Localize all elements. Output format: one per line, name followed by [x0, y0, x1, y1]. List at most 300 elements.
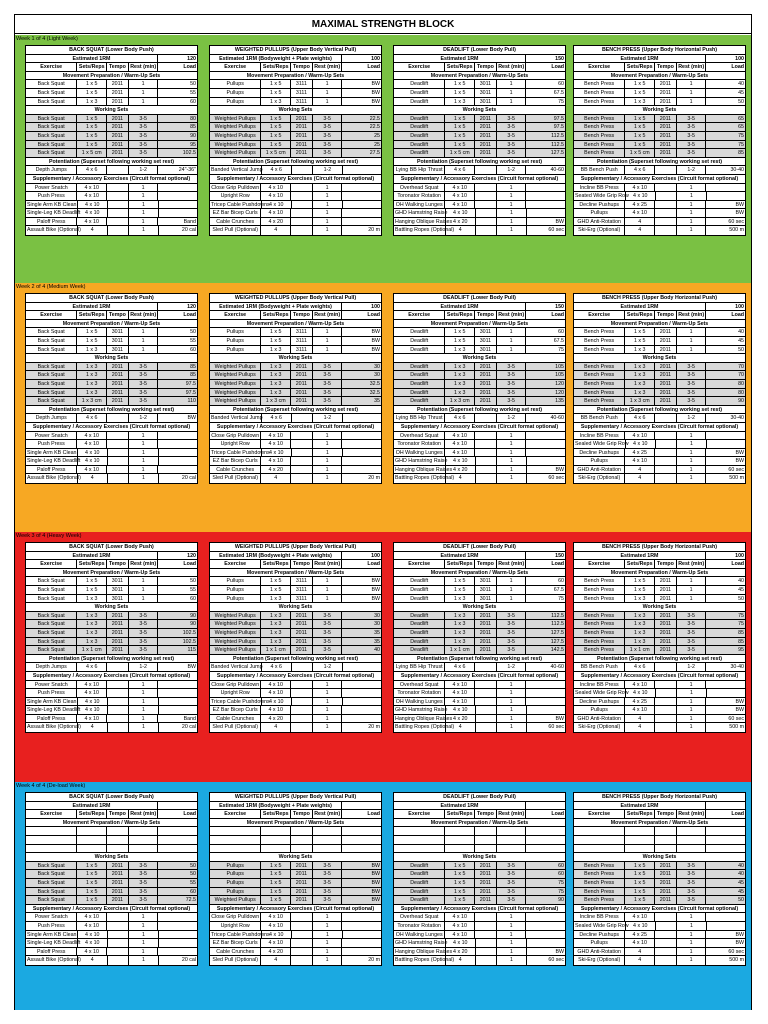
rest-cell: 1: [129, 723, 159, 732]
exercise-cell: Bench Press: [574, 132, 625, 140]
rest-cell: 3-5: [497, 870, 527, 878]
supplementary-header-label: Supplementary / Accessory Exercises (Circuit format optional): [400, 672, 559, 679]
exercise-cell: Pullups: [210, 328, 261, 336]
tempo-cell: [655, 209, 677, 217]
block-title: [574, 793, 745, 802]
supplementary-row: [26, 723, 197, 732]
load-cell: 85: [738, 638, 744, 645]
exercise-block: [25, 542, 198, 733]
supplementary-row: [210, 931, 381, 940]
tempo-cell: Tempo: [107, 560, 129, 568]
rest-cell: 1: [677, 226, 707, 235]
sets-reps-cell: 4 x 6: [625, 663, 655, 671]
sets-reps-cell: 1 x 3: [625, 595, 655, 603]
sets-reps-cell: 1 x 3: [261, 98, 291, 106]
tempo-cell: Tempo: [655, 810, 677, 818]
tempo-cell: 2011: [107, 115, 129, 123]
sets-reps-cell: 1 x 3: [445, 595, 475, 603]
tempo-cell: 2011: [291, 371, 313, 379]
tempo-cell: 2011: [655, 888, 677, 896]
sets-reps-cell: 1 x 1 cm: [445, 646, 475, 654]
tempo-cell: 3111: [291, 337, 313, 345]
rest-cell: [497, 827, 527, 835]
sets-reps-cell: Sets/Reps: [77, 810, 107, 818]
potentiation-header: [26, 655, 197, 664]
supplementary-row: [574, 956, 745, 965]
exercise-cell: Deadlift: [394, 638, 445, 646]
working-set-row: [574, 141, 745, 150]
load-cell: [343, 449, 381, 457]
working-set-row: [394, 896, 565, 905]
load-cell: 40: [738, 81, 744, 88]
estimated-1rm-row: [574, 55, 745, 64]
exercise-cell: Cable Crunches: [210, 948, 261, 956]
working-sets-header: [394, 106, 565, 115]
exercise-cell: Deadlift: [394, 337, 445, 345]
exercise-cell: Upright Row: [210, 192, 261, 200]
tempo-cell: 2011: [655, 346, 677, 354]
sets-reps-cell: 1 x 3 cm: [445, 397, 475, 405]
supplementary-row: [394, 474, 565, 483]
warmup-row: [574, 346, 745, 355]
rest-cell: 1: [677, 192, 707, 200]
exercise-cell: Bench Press: [574, 862, 625, 870]
exercise-cell: Tricep Cable Pushdowns: [211, 931, 270, 938]
exercise-cell: Back Squat: [26, 896, 77, 904]
exercise-cell: Back Squat: [26, 620, 77, 628]
load-cell: [706, 827, 745, 835]
exercise-cell: Deadlift: [394, 371, 445, 379]
exercise-cell: Back Squat: [26, 629, 77, 637]
exercise-cell: Single-Leg KB Deadlift: [27, 940, 81, 947]
exercise-cell: Back Squat: [26, 862, 77, 870]
supplementary-row: [210, 201, 381, 210]
rest-cell: 1: [129, 913, 159, 921]
sets-reps-cell: 4 x 20: [261, 715, 291, 723]
warmup-row: [574, 337, 745, 346]
exercise-cell: Overhead Squat: [394, 913, 445, 921]
exercise-cell: [394, 845, 445, 853]
load-cell: 97.5: [553, 124, 564, 131]
supplementary-row: [574, 474, 745, 483]
tempo-cell: [476, 466, 498, 474]
tempo-cell: [108, 723, 130, 732]
supplementary-header: [26, 423, 197, 432]
rest-cell: 1: [677, 939, 707, 947]
rest-cell: 1: [129, 956, 159, 965]
week-label: Week 1 of 4 (Light Week): [16, 36, 78, 42]
warmup-row: [210, 586, 381, 595]
working-set-row: [26, 123, 197, 132]
tempo-cell: [291, 184, 313, 192]
working-set-row: [394, 638, 565, 647]
sets-reps-cell: 1 x 1 cm: [77, 646, 107, 654]
tempo-cell: Tempo: [655, 560, 677, 568]
load-cell: 500 m: [729, 957, 744, 964]
supplementary-row: [26, 706, 197, 715]
load-cell: [707, 689, 745, 697]
rest-cell: 3-5: [677, 612, 707, 620]
rest-cell: Rest (min): [129, 311, 159, 319]
exercise-cell: Close Grip Pulldown: [210, 681, 261, 689]
sets-reps-cell: 4 x 10: [262, 201, 292, 209]
sets-reps-cell: 1 x 5: [261, 328, 291, 336]
block-title: [574, 543, 745, 552]
tempo-cell: [475, 931, 497, 939]
rest-cell: 3-5: [497, 115, 527, 123]
potentiation-header-label: Potentiation (Superset following working set rest): [596, 655, 723, 662]
exercise-cell: [26, 836, 77, 844]
load-cell: Load: [731, 64, 744, 71]
rest-cell: 1: [313, 226, 343, 235]
exercise-cell: Exercise: [210, 311, 261, 319]
estimated-1rm-label: Estimated 1RM (Bodyweight + Plate weights): [210, 802, 342, 810]
rest-cell: 1: [313, 723, 343, 732]
exercise-cell: Assault Bike (Optional): [27, 227, 81, 234]
exercise-cell: Pullups: [574, 939, 625, 947]
exercise-cell: Single Arm KB Clean: [27, 698, 77, 705]
load-cell: [159, 706, 197, 714]
tempo-cell: [291, 474, 313, 483]
rest-cell: 1: [129, 432, 159, 440]
rest-cell: 3-5: [129, 380, 159, 388]
sets-reps-cell: 1 x 5 cm: [625, 149, 655, 157]
load-cell: [342, 432, 381, 440]
tempo-cell: [656, 192, 678, 200]
working-set-row: [26, 363, 197, 372]
sets-reps-cell: 4 x 20: [261, 948, 291, 956]
exercise-cell: Power Snatch: [26, 432, 77, 440]
supplementary-row: [26, 209, 197, 218]
load-cell: 40: [738, 329, 744, 336]
load-cell: BW: [371, 89, 380, 96]
column-header-row: [574, 560, 745, 569]
rest-cell: 1: [129, 466, 159, 474]
block-title-label: BACK SQUAT (Lower Body Push): [69, 295, 154, 301]
working-set-row: [574, 888, 745, 897]
rest-cell: 3-5: [313, 638, 343, 646]
exercise-cell: Bench Press: [574, 879, 625, 887]
load-cell: [343, 414, 381, 422]
tempo-cell: [476, 939, 498, 947]
rest-cell: 1: [313, 715, 343, 723]
sets-reps-cell: 1 x 3: [77, 629, 107, 637]
sets-reps-cell: 4 x 20: [446, 948, 476, 956]
load-cell: [342, 466, 381, 474]
working-set-row: [394, 380, 565, 389]
warmup-row: [574, 89, 745, 98]
supplementary-header-label: Supplementary / Accessory Exercises (Circuit format optional): [400, 175, 559, 182]
tempo-cell: [656, 922, 678, 930]
exercise-cell: GHD Anti-Rotation: [574, 948, 625, 956]
working-set-row: [574, 149, 745, 158]
load-cell: 85: [738, 150, 744, 157]
tempo-cell: [655, 948, 677, 956]
tempo-cell: 2011: [655, 132, 677, 140]
sets-reps-cell: 4 x 20: [261, 218, 291, 226]
tempo-cell: [476, 209, 498, 217]
exercise-cell: Pullups: [210, 862, 261, 870]
supplementary-row: [210, 922, 381, 931]
supplementary-row: [574, 218, 745, 227]
working-set-row: [210, 389, 381, 398]
sets-reps-cell: 1 x 5: [445, 586, 475, 594]
sets-reps-cell: 1 x 5: [445, 123, 475, 131]
rest-cell: 1: [677, 80, 707, 88]
tempo-cell: 2011: [655, 80, 677, 88]
load-cell: 75: [738, 132, 744, 139]
load-cell: 45: [738, 879, 744, 886]
exercise-cell: Pullups: [210, 80, 261, 88]
tempo-cell: [107, 913, 129, 921]
sets-reps-cell: 1 x 5: [445, 888, 475, 896]
exercise-cell: Exercise: [210, 810, 261, 818]
tempo-cell: Tempo: [655, 63, 677, 71]
tempo-cell: 2011: [655, 98, 677, 106]
rest-cell: 1: [313, 466, 343, 474]
exercise-cell: Weighted Pullups: [210, 397, 261, 405]
load-cell: 75: [558, 879, 564, 886]
load-cell: 60 sec: [548, 475, 565, 482]
tempo-cell: 2011: [291, 638, 313, 646]
warmup-row: [210, 328, 381, 337]
sets-reps-cell: 1 x 5: [445, 115, 475, 123]
sets-reps-cell: 1 x 5: [261, 879, 291, 887]
exercise-cell: Battling Ropes (Optional): [395, 957, 455, 964]
exercise-cell: [210, 845, 261, 853]
tempo-cell: 3011: [107, 328, 129, 336]
warmup-row: [394, 89, 565, 98]
supplementary-row: [210, 218, 381, 227]
tempo-cell: [655, 449, 677, 457]
exercise-cell: Exercise: [574, 560, 625, 568]
tempo-cell: 3011: [475, 328, 497, 336]
exercise-cell: Deadlift: [394, 397, 445, 405]
sets-reps-cell: 1 x 3: [77, 620, 107, 628]
warmup-row: [394, 827, 565, 836]
sets-reps-cell: 1 x 5: [445, 862, 475, 870]
exercise-cell: Weighted Pullups: [210, 132, 261, 140]
load-cell: [526, 698, 565, 706]
exercise-cell: OH Walking Lunges: [394, 449, 445, 457]
sets-reps-cell: 1 x 5: [625, 337, 655, 345]
block-title-label: BENCH PRESS (Upper Body Horizontal Push): [601, 544, 718, 550]
load-cell: [343, 698, 381, 706]
warmup-row: [394, 80, 565, 89]
rest-cell: [497, 836, 527, 844]
sets-reps-cell: 1 x 5: [445, 132, 475, 140]
rest-cell: 1: [313, 698, 343, 706]
exercise-cell: Banded Vertical Jump: [211, 664, 263, 671]
rest-cell: 3-5: [497, 123, 527, 131]
potentiation-header-label: Potentiation (Superset following working set rest): [48, 158, 175, 165]
supplementary-row: [394, 192, 565, 201]
sets-reps-cell: 4: [446, 956, 476, 965]
rest-cell: 1: [313, 432, 343, 440]
load-cell: [706, 681, 745, 689]
exercise-cell: Single-Leg KB Deadlift: [27, 707, 81, 714]
tempo-cell: 3111: [291, 328, 313, 336]
warmup-header: [26, 819, 197, 828]
sets-reps-cell: Sets/Reps: [77, 311, 107, 319]
exercise-cell: Deadlift: [394, 363, 445, 371]
working-sets-header-label: Working Sets: [642, 355, 677, 362]
supplementary-header-label: Supplementary / Accessory Exercises (Circuit format optional): [580, 672, 739, 679]
sets-reps-cell: 1 x 3: [445, 98, 475, 106]
exercise-cell: Lying BB Hip Thrust: [394, 166, 445, 174]
sets-reps-cell: 1 x 5: [77, 80, 107, 88]
sets-reps-cell: 4 x 10: [446, 706, 476, 714]
load-cell: 102.5: [182, 638, 196, 645]
load-cell: 110: [187, 398, 196, 405]
exercise-cell: Exercise: [574, 810, 625, 818]
exercise-cell: Power Snatch: [26, 913, 77, 921]
sets-reps-cell: 4 x 10: [78, 449, 108, 457]
sets-reps-cell: 4: [78, 956, 108, 965]
warmup-row: [210, 827, 381, 836]
rest-cell: [129, 836, 159, 844]
rest-cell: 1: [497, 337, 527, 345]
sets-reps-cell: 1 x 5 cm: [77, 149, 107, 157]
sets-reps-cell: 1 x 3: [445, 380, 475, 388]
sets-reps-cell: 1 x 3: [625, 346, 655, 354]
sets-reps-cell: 4 x 10: [445, 449, 475, 457]
estimated-1rm-value: 100: [371, 552, 380, 559]
potentiation-row: [574, 663, 745, 672]
load-cell: BW: [371, 871, 380, 878]
tempo-cell: [655, 836, 677, 844]
warmup-header: [26, 569, 197, 578]
supplementary-row: [574, 698, 745, 707]
potentiation-row: [574, 414, 745, 423]
tempo-cell: [291, 689, 313, 697]
rest-cell: 1: [313, 328, 343, 336]
sets-reps-cell: 1 x 5: [77, 123, 107, 131]
rest-cell: 1: [497, 698, 527, 706]
exercise-cell: [26, 845, 77, 853]
exercise-block: [209, 792, 382, 966]
supplementary-header-label: Supplementary / Accessory Exercises (Circuit format optional): [580, 175, 739, 182]
load-cell: 127.5: [550, 629, 564, 636]
working-sets-header-label: Working Sets: [462, 604, 497, 611]
rest-cell: 1: [497, 201, 527, 209]
supplementary-row: [26, 449, 197, 458]
exercise-cell: Bench Press: [574, 397, 625, 405]
sets-reps-cell: 1 x 5: [625, 115, 655, 123]
rest-cell: 1: [313, 89, 343, 97]
warmup-header-label: Movement Preparation / Warm-Up Sets: [246, 819, 345, 826]
rest-cell: 3-5: [497, 141, 527, 149]
tempo-cell: [475, 663, 497, 671]
load-cell: [527, 939, 565, 947]
load-cell: BW: [735, 449, 744, 456]
exercise-block: [573, 293, 746, 484]
tempo-cell: 2011: [107, 896, 129, 904]
tempo-cell: Tempo: [475, 810, 497, 818]
potentiation-header: [26, 406, 197, 415]
supplementary-row: [394, 922, 565, 931]
tempo-cell: [655, 414, 677, 422]
warmup-row: [574, 586, 745, 595]
rest-cell: 1: [677, 457, 707, 465]
load-cell: 22.5: [369, 115, 380, 122]
sets-reps-cell: 4 x 10: [445, 432, 475, 440]
warmup-row: [26, 577, 197, 586]
sets-reps-cell: 4: [625, 956, 655, 965]
exercise-cell: Exercise: [26, 311, 77, 319]
sets-reps-cell: [261, 836, 291, 844]
rest-cell: 3-5: [129, 371, 159, 379]
tempo-cell: [655, 931, 677, 939]
rest-cell: 3-5: [129, 149, 159, 157]
rest-cell: Rest (min): [677, 560, 707, 568]
load-cell: 55: [190, 879, 196, 886]
rest-cell: 1: [677, 466, 707, 474]
block-title: [26, 543, 197, 552]
warmup-row: [210, 80, 381, 89]
estimated-1rm-value: 150: [555, 55, 564, 62]
load-cell: 32.5: [369, 389, 380, 396]
rest-cell: 1: [497, 931, 527, 939]
sets-reps-cell: 4 x 25: [625, 698, 655, 706]
sets-reps-cell: 1 x 5: [625, 862, 655, 870]
exercise-cell: Back Squat: [26, 612, 77, 620]
working-sets-header: [26, 354, 197, 363]
rest-cell: 3-5: [313, 141, 343, 149]
exercise-cell: Sled Pull (Optional): [210, 723, 261, 732]
exercise-cell: Paloff Press: [26, 218, 77, 226]
potentiation-row: [26, 414, 197, 423]
working-sets-header: [394, 354, 565, 363]
supplementary-row: [394, 931, 565, 940]
warmup-row: [210, 346, 381, 355]
load-cell: [342, 457, 381, 465]
working-sets-header: [574, 106, 745, 115]
sets-reps-cell: 1 x 5: [261, 123, 291, 131]
sets-reps-cell: 1 x 3: [625, 98, 655, 106]
load-cell: 500 m: [729, 227, 744, 234]
exercise-cell: Back Squat: [26, 346, 77, 354]
load-cell: [526, 449, 565, 457]
tempo-cell: 3011: [475, 346, 497, 354]
sets-reps-cell: 4 x 10: [446, 457, 476, 465]
sets-reps-cell: 4: [78, 723, 108, 732]
sets-reps-cell: 4 x 10: [261, 913, 291, 921]
load-cell: Band: [183, 715, 196, 722]
working-set-row: [574, 646, 745, 655]
tempo-cell: 3011: [107, 346, 129, 354]
exercise-cell: Bench Press: [574, 638, 625, 646]
tempo-cell: [475, 432, 497, 440]
working-set-row: [26, 132, 197, 141]
potentiation-header: [574, 158, 745, 167]
exercise-cell: Deadlift: [394, 346, 445, 354]
exercise-cell: Paloff Press: [26, 466, 77, 474]
sets-reps-cell: 4 x 10: [77, 715, 107, 723]
exercise-cell: Hanging Oblique Raises: [395, 715, 453, 722]
exercise-cell: Pullups: [574, 457, 625, 465]
load-cell: BW: [555, 948, 565, 955]
rest-cell: 1: [129, 226, 159, 235]
load-cell: [526, 440, 565, 448]
sets-reps-cell: 1 x 3: [77, 98, 107, 106]
exercise-cell: Bench Press: [574, 870, 625, 878]
rest-cell: 1: [677, 715, 707, 723]
block-title: [210, 543, 381, 552]
supplementary-row: [574, 192, 745, 201]
load-cell: Load: [551, 312, 564, 319]
sets-reps-cell: 4 x 10: [625, 913, 655, 921]
